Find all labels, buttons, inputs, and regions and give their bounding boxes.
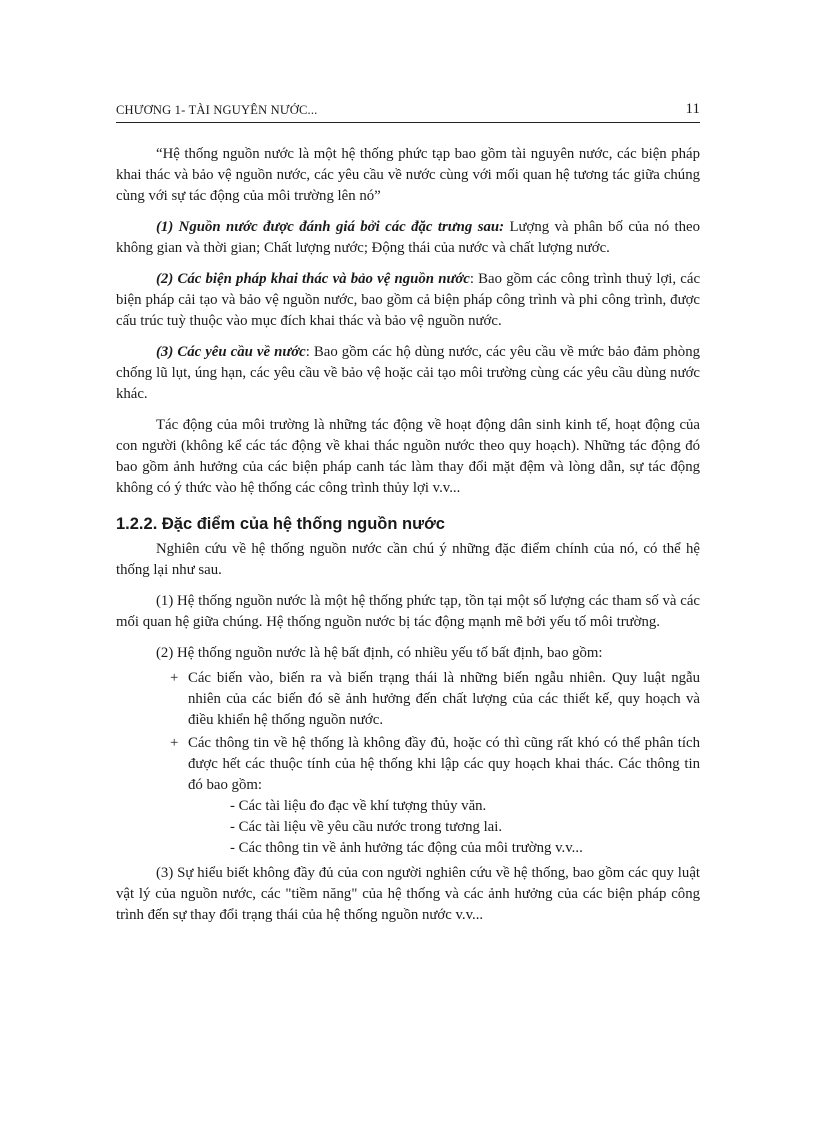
paragraph-feature-2: (2) Hệ thống nguồn nước là hệ bất định, có nhiều yếu tố bất định, bao gồm:: [156, 645, 603, 661]
document-page: [116, 96, 700, 936]
paragraph-feature-1: (1) Hệ thống nguồn nước là một hệ thống phức tạp, tồn tại một số lượng các tham số và các mối quan hệ giữa chúng. Hệ thống nguồn nước bị tác động mạnh mẽ bởi yếu tố môi trường.: [116, 593, 700, 630]
bullet-mark: +: [170, 670, 179, 686]
list-item-text: Các thông tin về hệ thống là không đầy đủ, hoặc có thì cũng rất khó có thể phân tích được hết các thuộc tính của hệ thống khi lập các quy hoạch khai thác. Các thông tin đó bao gồm:: [188, 735, 700, 793]
paragraph-text: : Bao gồm các công trình thuỷ lợi, các biện pháp cải tạo và bảo vệ nguồn nước, bao gồm cả biện pháp công trình và phi công trình, được cấu trúc tuỳ thuộc vào mục đích khai thác và bảo vệ nguồn nước.: [116, 271, 701, 329]
term-requirements: (3) Các yêu cầu về nước: [156, 344, 306, 360]
section-heading: 1.2.2. Đặc điểm của hệ thống nguồn nước: [116, 515, 445, 533]
paragraph-water-source: [116, 217, 700, 259]
running-header: [116, 96, 700, 123]
sub-list-item: - Các tài liệu đo đạc về khí tượng thủy văn.: [230, 798, 487, 814]
paragraph-environment: Tác động của môi trường là những tác động về hoạt động dân sinh kinh tế, hoạt động của con người (không kể các tác động về khai thác nguồn nước theo quy hoạch). Những tác động đó bao gồm ảnh hưởng của các biện pháp canh tác làm thay đổi mặt đệm và lòng dẫn, sự tác động không có ý thức vào hệ thống các công trình thủy lợi v.v...: [116, 417, 700, 496]
paragraph-feature-3: (3) Sự hiểu biết không đầy đủ của con người nghiên cứu về hệ thống, bao gồm các quy luật vật lý của nguồn nước, các "tiềm năng" của hệ thống và các ảnh hưởng của các biện pháp công trình đến sự thay đổi trạng thái của hệ thống nguồn nước v.v...: [116, 865, 700, 923]
sub-list: [188, 796, 700, 859]
paragraph-intro: Nghiên cứu về hệ thống nguồn nước cần chú ý những đặc điểm chính của nó, có thể hệ thống lại như sau.: [116, 541, 700, 578]
paragraph-text: : Bao gồm các hộ dùng nước, các yêu cầu về mức bảo đảm phòng chống lũ lụt, úng hạn, các yêu cầu về bảo vệ hoặc cải tạo môi trường cùng các yêu cầu dùng nước khác.: [116, 344, 700, 402]
list-item: [116, 733, 700, 859]
term-measures: (2) Các biện pháp khai thác và bảo vệ nguồn nước: [156, 271, 470, 287]
paragraph-requirements: [116, 342, 700, 405]
sub-list-item: - Các tài liệu về yêu cầu nước trong tương lai.: [230, 819, 503, 835]
sub-list-item: - Các thông tin về ảnh hưởng tác động của môi trường v.v...: [230, 840, 583, 856]
term-water-source: (1) Nguồn nước được đánh giá bởi các đặc trưng sau:: [156, 219, 505, 235]
page-body: [116, 144, 700, 926]
paragraph-definition: “Hệ thống nguồn nước là một hệ thống phức tạp bao gồm tài nguyên nước, các biện pháp khai thác và bảo vệ nguồn nước, các yêu cầu về nước cùng với mối quan hệ tương tác giữa chúng cùng với sự tác động của môi trường lên nó”: [116, 146, 700, 204]
bullet-list: [116, 668, 700, 859]
bullet-mark: +: [170, 735, 179, 751]
list-item: [116, 668, 700, 731]
chapter-title: CHƯƠNG 1- TÀI NGUYÊN NƯỚC...: [116, 103, 318, 117]
paragraph-measures: [116, 269, 700, 332]
page-number: 11: [685, 101, 700, 117]
list-item-text: Các biến vào, biến ra và biến trạng thái là những biến ngẫu nhiên. Quy luật ngẫu nhiên của các biến đó sẽ ảnh hưởng đến chất lượng của các thiết kế, quy hoạch và điều khiển hệ thống nguồn nước.: [188, 670, 700, 728]
paragraph-text: Lượng và phân bố của nó theo không gian và thời gian; Chất lượng nước; Động thái của nước và chất lượng nước.: [116, 219, 701, 256]
